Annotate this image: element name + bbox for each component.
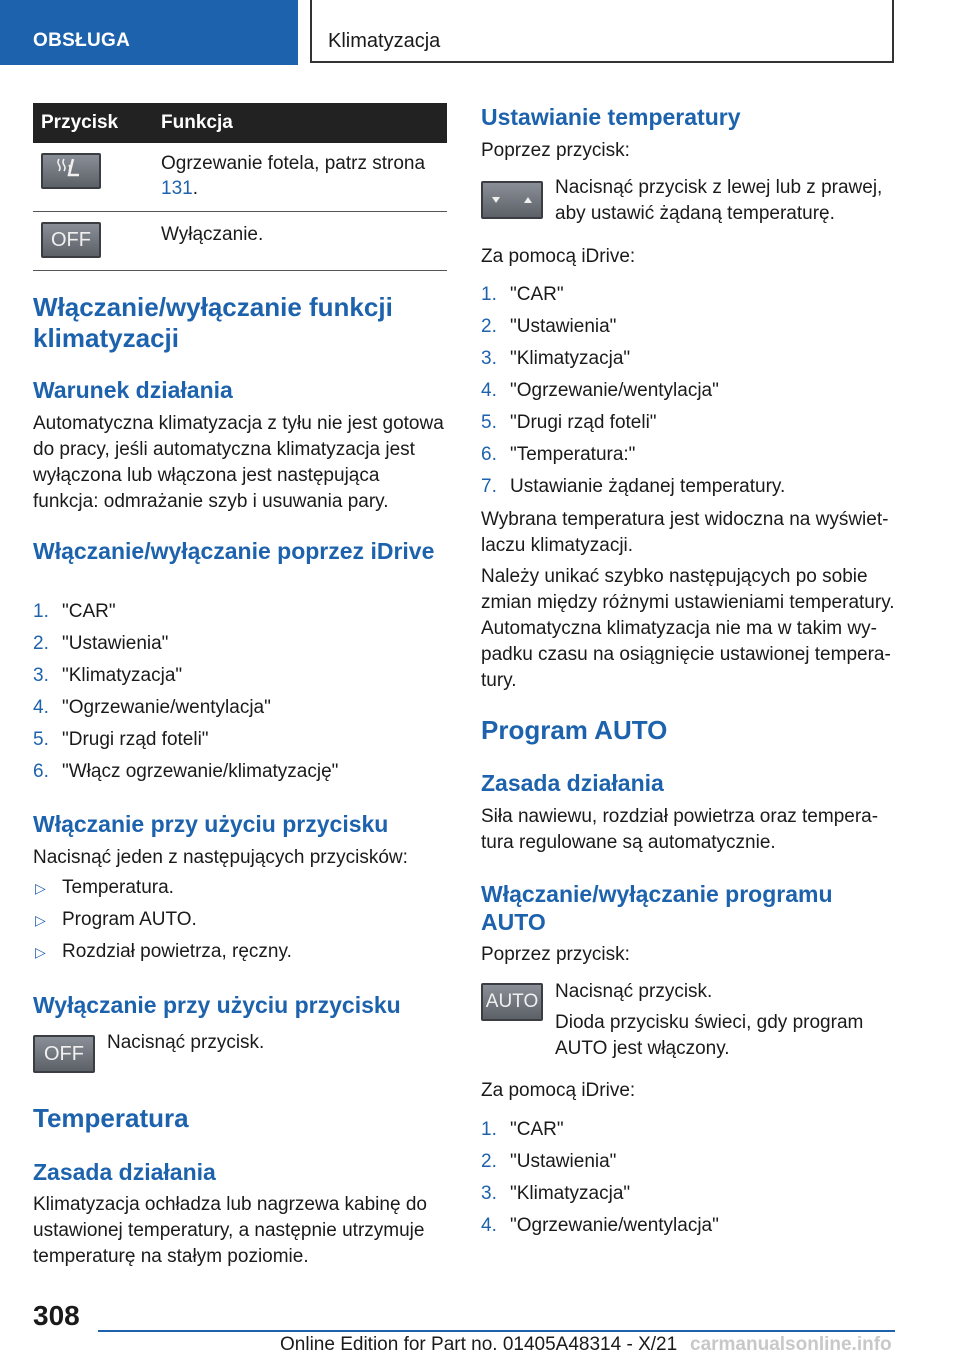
off-button-icon: OFF — [41, 222, 101, 258]
paragraph-avoid: Należy unikać szybko następujących po sobie zmian między różnymi ustawieniami temperatury. Automatyczna klimatyzacja nie ma w takim wypadku czasu na osiągnięcie ustawionej temperatury. — [481, 566, 895, 691]
list-item: 4. "Ogrzewanie/wentylacja" — [481, 380, 719, 401]
table-row: Ogrzewanie fotela, patrz strona 131. — [33, 143, 447, 212]
list-item: ▷ Temperatura. — [35, 877, 174, 898]
list-item: 5. "Drugi rząd foteli" — [481, 412, 657, 433]
auto-button-icon: AUTO — [481, 983, 543, 1021]
list-item: 3. "Klimatyzacja" — [33, 665, 183, 686]
heading-temperature: Temperatura — [33, 1103, 189, 1133]
list-item: 3. "Klimatyzacja" — [481, 1183, 631, 1204]
watermark: carmanualsonline.info — [690, 1334, 892, 1355]
list-item: ▷ Program AUTO. — [35, 909, 197, 930]
paragraph-via-idrive-2: Za pomocą iDrive: — [481, 1080, 636, 1101]
table-header-button: Przycisk — [33, 103, 153, 143]
edition-text: Online Edition for Part no. 01405A48314 - X/21 — [280, 1334, 678, 1355]
paragraph-via-button: Poprzez przycisk: — [481, 140, 630, 161]
list-item: 3. "Klimatyzacja" — [481, 348, 631, 369]
list-item: 6. "Temperatura:" — [481, 444, 636, 465]
seat-heating-icon — [41, 153, 101, 189]
paragraph-press: Nacisnąć przycisk. — [555, 981, 713, 1002]
page-number: 308 — [33, 1300, 80, 1331]
idrive-steps-list — [33, 596, 448, 788]
heading-onoff: Włączanie/wyłączanie funkcji klimatyzacji — [33, 292, 393, 353]
paragraph-principle: Klimatyzacja ochładza lub nagrzewa kabinę do ustawionej temperatury, a następnie utrzymuje temperaturę na stałym poziomie. — [33, 1194, 427, 1267]
list-item: 4. "Ogrzewanie/wentylacja" — [33, 697, 271, 718]
table-header-function: Funkcja — [153, 103, 447, 143]
paragraph-via-idrive: Za pomocą iDrive: — [481, 246, 636, 267]
heading-principle: Zasada działania — [33, 1159, 216, 1185]
list-item: ▷ Rozdział powietrza, ręczny. — [35, 941, 292, 962]
paragraph-display: Wybrana temperatura jest widoczna na wyświetlaczu klimatyzacji. — [481, 509, 889, 556]
button-items-list — [33, 872, 448, 968]
list-item: 2. "Ustawienia" — [33, 633, 169, 654]
heading-button: Włączanie przy użyciu przycisku — [33, 811, 389, 837]
auto-steps-list — [481, 1114, 896, 1242]
table-row — [33, 212, 447, 271]
list-item: 5. "Drugi rząd foteli" — [33, 729, 209, 750]
footer-divider — [98, 1330, 895, 1332]
button-function-table — [33, 103, 447, 271]
paragraph-led: Dioda przycisku świeci, gdy program AUTO jest włączony. — [555, 1012, 864, 1059]
list-item: 1. "CAR" — [481, 1119, 564, 1140]
function-off-text: Wyłączanie. — [161, 224, 264, 245]
chapter-title: Klimatyzacja — [328, 30, 441, 52]
list-item: 1. "CAR" — [33, 601, 116, 622]
section-tab — [0, 0, 298, 65]
paragraph-principle-auto: Siła nawiewu, rozdział powietrza oraz temperatura regulowane są automatycznie. — [481, 806, 879, 853]
off-button-icon: OFF — [33, 1035, 95, 1073]
list-item: 1. "CAR" — [481, 284, 564, 305]
paragraph-condition: Automatyczna klimatyzacja z tyłu nie jest gotowa do pracy, jeśli automatyczna klimatyzacja jest wyłączona lub włączona jest następująca funkcja: odmrażanie szyb i usuwania pary. — [33, 413, 444, 512]
heading-set-temperature: Ustawianie temperatury — [481, 104, 741, 130]
temperature-steps-list — [481, 279, 896, 503]
heading-auto: Program AUTO — [481, 715, 668, 745]
list-item: 4. "Ogrzewanie/wentylacja" — [481, 1215, 719, 1236]
paragraph-off-button: Nacisnąć przycisk. — [107, 1032, 265, 1053]
heading-principle-auto: Zasada działania — [481, 770, 664, 796]
list-item: 7. Ustawianie żądanej temperatury. — [481, 476, 786, 497]
paragraph-button: Nacisnąć jeden z następujących przycisków: — [33, 847, 408, 868]
page-link[interactable]: 131 — [161, 178, 193, 199]
heading-condition: Warunek działania — [33, 377, 233, 403]
list-item: 2. "Ustawienia" — [481, 1151, 617, 1172]
chapter-tab — [310, 0, 894, 63]
list-item: 6. "Włącz ogrzewanie/klimatyzację" — [33, 761, 339, 782]
heading-auto-onoff: Włączanie/wyłączanie programu AUTO — [481, 881, 833, 935]
paragraph-press-left-right: Nacisnąć przycisk z lewej lub z prawej, aby ustawić żądaną temperaturę. — [555, 177, 883, 224]
function-seat-heating-text: Ogrzewanie fotela, patrz strona — [161, 153, 426, 174]
paragraph-via-button-2: Poprzez przycisk: — [481, 944, 630, 965]
list-item: 2. "Ustawienia" — [481, 316, 617, 337]
heading-idrive: Włączanie/wyłączanie poprzez iDrive — [33, 538, 435, 564]
heading-off-button: Wyłączanie przy użyciu przycisku — [33, 992, 401, 1018]
temperature-buttons-icon — [481, 181, 543, 219]
section-title: OBSŁUGA — [33, 30, 131, 51]
table-header-row — [33, 103, 447, 143]
